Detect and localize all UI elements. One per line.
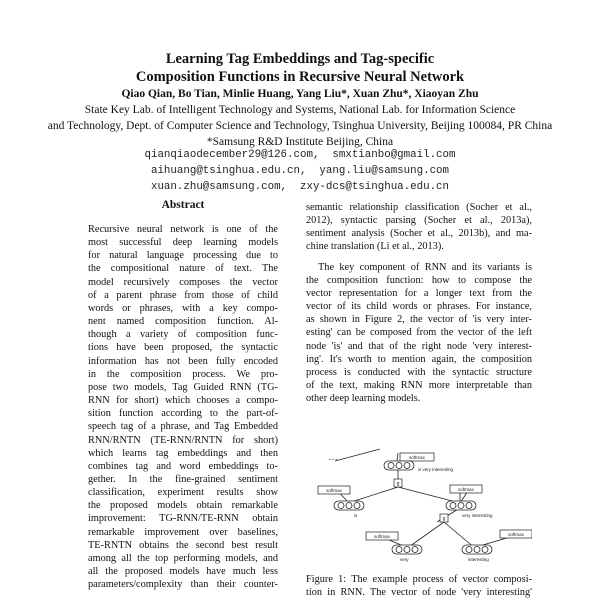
body-line: the composition function: how to compose the <box>306 274 532 286</box>
author-list: Qiao Qian, Bo Tian, Minlie Huang, Yang Liu*, Xuan Zhu*, Xiaoyan Zhu <box>121 88 479 100</box>
abstract-line: classification, experiment results show <box>88 487 278 499</box>
abstract-line: tions have been proposed, the syntactic <box>88 342 278 354</box>
abstract-line: the compositional nature of text. The <box>88 263 278 275</box>
vector-node-very <box>392 545 422 554</box>
node-label-very: very <box>400 557 409 562</box>
body-line: as shown in Figure 2, the vector of 'is very inter- <box>306 314 532 326</box>
body-line: semantic relationship classification (Socher et al., <box>306 202 532 213</box>
abstract-line: though a variety of composition func- <box>88 329 278 341</box>
abstract-line: which learns tag embeddings and then <box>88 447 278 459</box>
abstract-line: the proposed models obtain remarkable <box>88 500 278 512</box>
body-line: 2012), syntactic parsing (Socher et al., 2013a), <box>306 215 532 227</box>
email-line: xuan.zhu@samsung.com, zxy-dcs@tsinghua.edu.cn <box>150 181 450 193</box>
abstract-line: information has not been fully encoded <box>88 355 278 367</box>
abstract-line: combines tag and word embeddings to- <box>88 460 278 472</box>
softmax-label: softmax <box>374 534 390 539</box>
email-line: qianqiaodecember29@126.com, smxtianbo@gmail.com <box>144 149 456 161</box>
caption-line: tion in RNN. The vector of node 'very interesting' <box>306 587 532 599</box>
abstract-line: sition function according to the part-of- <box>88 408 278 420</box>
abstract-line: nent named composition function. Al- <box>88 316 278 328</box>
abstract-line: improvement: TG-RNN/TE-RNN obtain <box>88 513 278 525</box>
body-line: node 'is' and that of the right node 'very interest- <box>306 340 532 352</box>
abstract-line: model recursively composes the vector <box>88 276 278 288</box>
softmax-label: softmax <box>508 532 524 537</box>
body-line: vector representation for a longer text from the <box>306 287 532 299</box>
right-column <box>306 201 532 405</box>
abstract-line: parameters/complexity than their counter- <box>88 579 278 591</box>
intro-paragraph-1 <box>306 201 532 254</box>
body-line: process is conducted with the syntactic structure <box>306 366 532 378</box>
abstract-line: remarkable improvement over baselines, <box>88 526 278 538</box>
vector-node-root <box>384 461 414 470</box>
figure-caption <box>306 573 532 599</box>
g-label: g <box>442 516 446 522</box>
ellipsis-label: … <box>328 452 338 463</box>
abstract-line: of a parent phrase from those of child <box>88 289 278 301</box>
vector-node-interesting <box>462 545 492 554</box>
node-label-is: is <box>354 513 358 518</box>
paper-title <box>0 50 600 86</box>
abstract-line: words or phrases, with a key compo- <box>88 302 278 314</box>
body-line: chine translation (Li et al., 2013). <box>306 241 444 253</box>
email-list <box>0 147 600 195</box>
g-label: g <box>396 481 400 487</box>
caption-line: Figure 1: The example process of vector composi- <box>306 574 532 585</box>
softmax-label: softmax <box>458 487 474 492</box>
abstract-line: Recursive neural network is one of the <box>88 224 278 235</box>
intro-paragraph-2 <box>306 261 532 406</box>
abstract-heading: Abstract <box>161 199 205 211</box>
abstract-line: gether. In the fine-grained sentiment <box>88 473 278 485</box>
abstract-line: TE-RNTN obtains the second best result <box>88 539 278 551</box>
abstract-line: all the proposed models have much less <box>88 566 278 578</box>
affiliation-line: and Technology, Dept. of Computer Science and Technology, Tsinghua University, Beijing 100084, PR China <box>47 120 553 132</box>
abstract-line: RNN for short) which chooses a compo- <box>88 395 278 407</box>
affiliations <box>0 102 600 150</box>
abstract-line: speech tag of a phrase, and Tag Embedded <box>88 421 278 433</box>
body-line: other deep learning models. <box>306 393 421 405</box>
abstract-line: RNN/RNTN (TE-RNN/RNTN for short) <box>88 434 278 446</box>
body-line: The key component of RNN and its variants is <box>318 261 532 273</box>
rnn-composition-figure <box>310 445 532 573</box>
softmax-label: softmax <box>326 488 342 493</box>
abstract-line: for natural language processing due to <box>88 250 278 262</box>
body-line: of the text, making RNN more interpretable than <box>306 380 532 392</box>
abstract-body <box>88 223 278 591</box>
body-line: esting' can be composed from the vector of the left <box>306 327 532 339</box>
body-line: vector of its child words or phrases. For instance, <box>306 301 532 313</box>
abstract-line: among all the top performing models, and <box>88 552 278 564</box>
softmax-label: softmax <box>409 455 425 460</box>
node-label-interesting: interesting <box>468 557 489 562</box>
abstract-line: in the composition process. We pro- <box>88 368 278 380</box>
left-column <box>88 199 278 591</box>
abstract-line: most successful deep learning models <box>88 237 278 249</box>
node-label-very-interesting: very interesting <box>462 513 493 518</box>
title-line: Learning Tag Embeddings and Tag-specific <box>165 51 435 67</box>
node-label-root: is very interesting <box>418 467 454 472</box>
vector-node-very-interesting <box>446 501 476 510</box>
affiliation-line: *Samsung R&D Institute Beijing, China <box>206 136 394 148</box>
body-line: sentiment analysis (Socher et al., 2013b), and ma- <box>306 228 532 240</box>
affiliation-line: State Key Lab. of Intelligent Technology and Systems, National Lab. for Information Science <box>84 104 516 116</box>
abstract-line: pose two models, Tag Guided RNN (TG- <box>88 381 278 393</box>
email-line: aihuang@tsinghua.edu.cn, yang.liu@samsung.com <box>150 165 450 177</box>
vector-node-is <box>334 501 364 510</box>
title-line: Composition Functions in Recursive Neural Network <box>135 69 465 85</box>
body-line: ing'. It's worth to mention again, the composition <box>306 353 532 365</box>
